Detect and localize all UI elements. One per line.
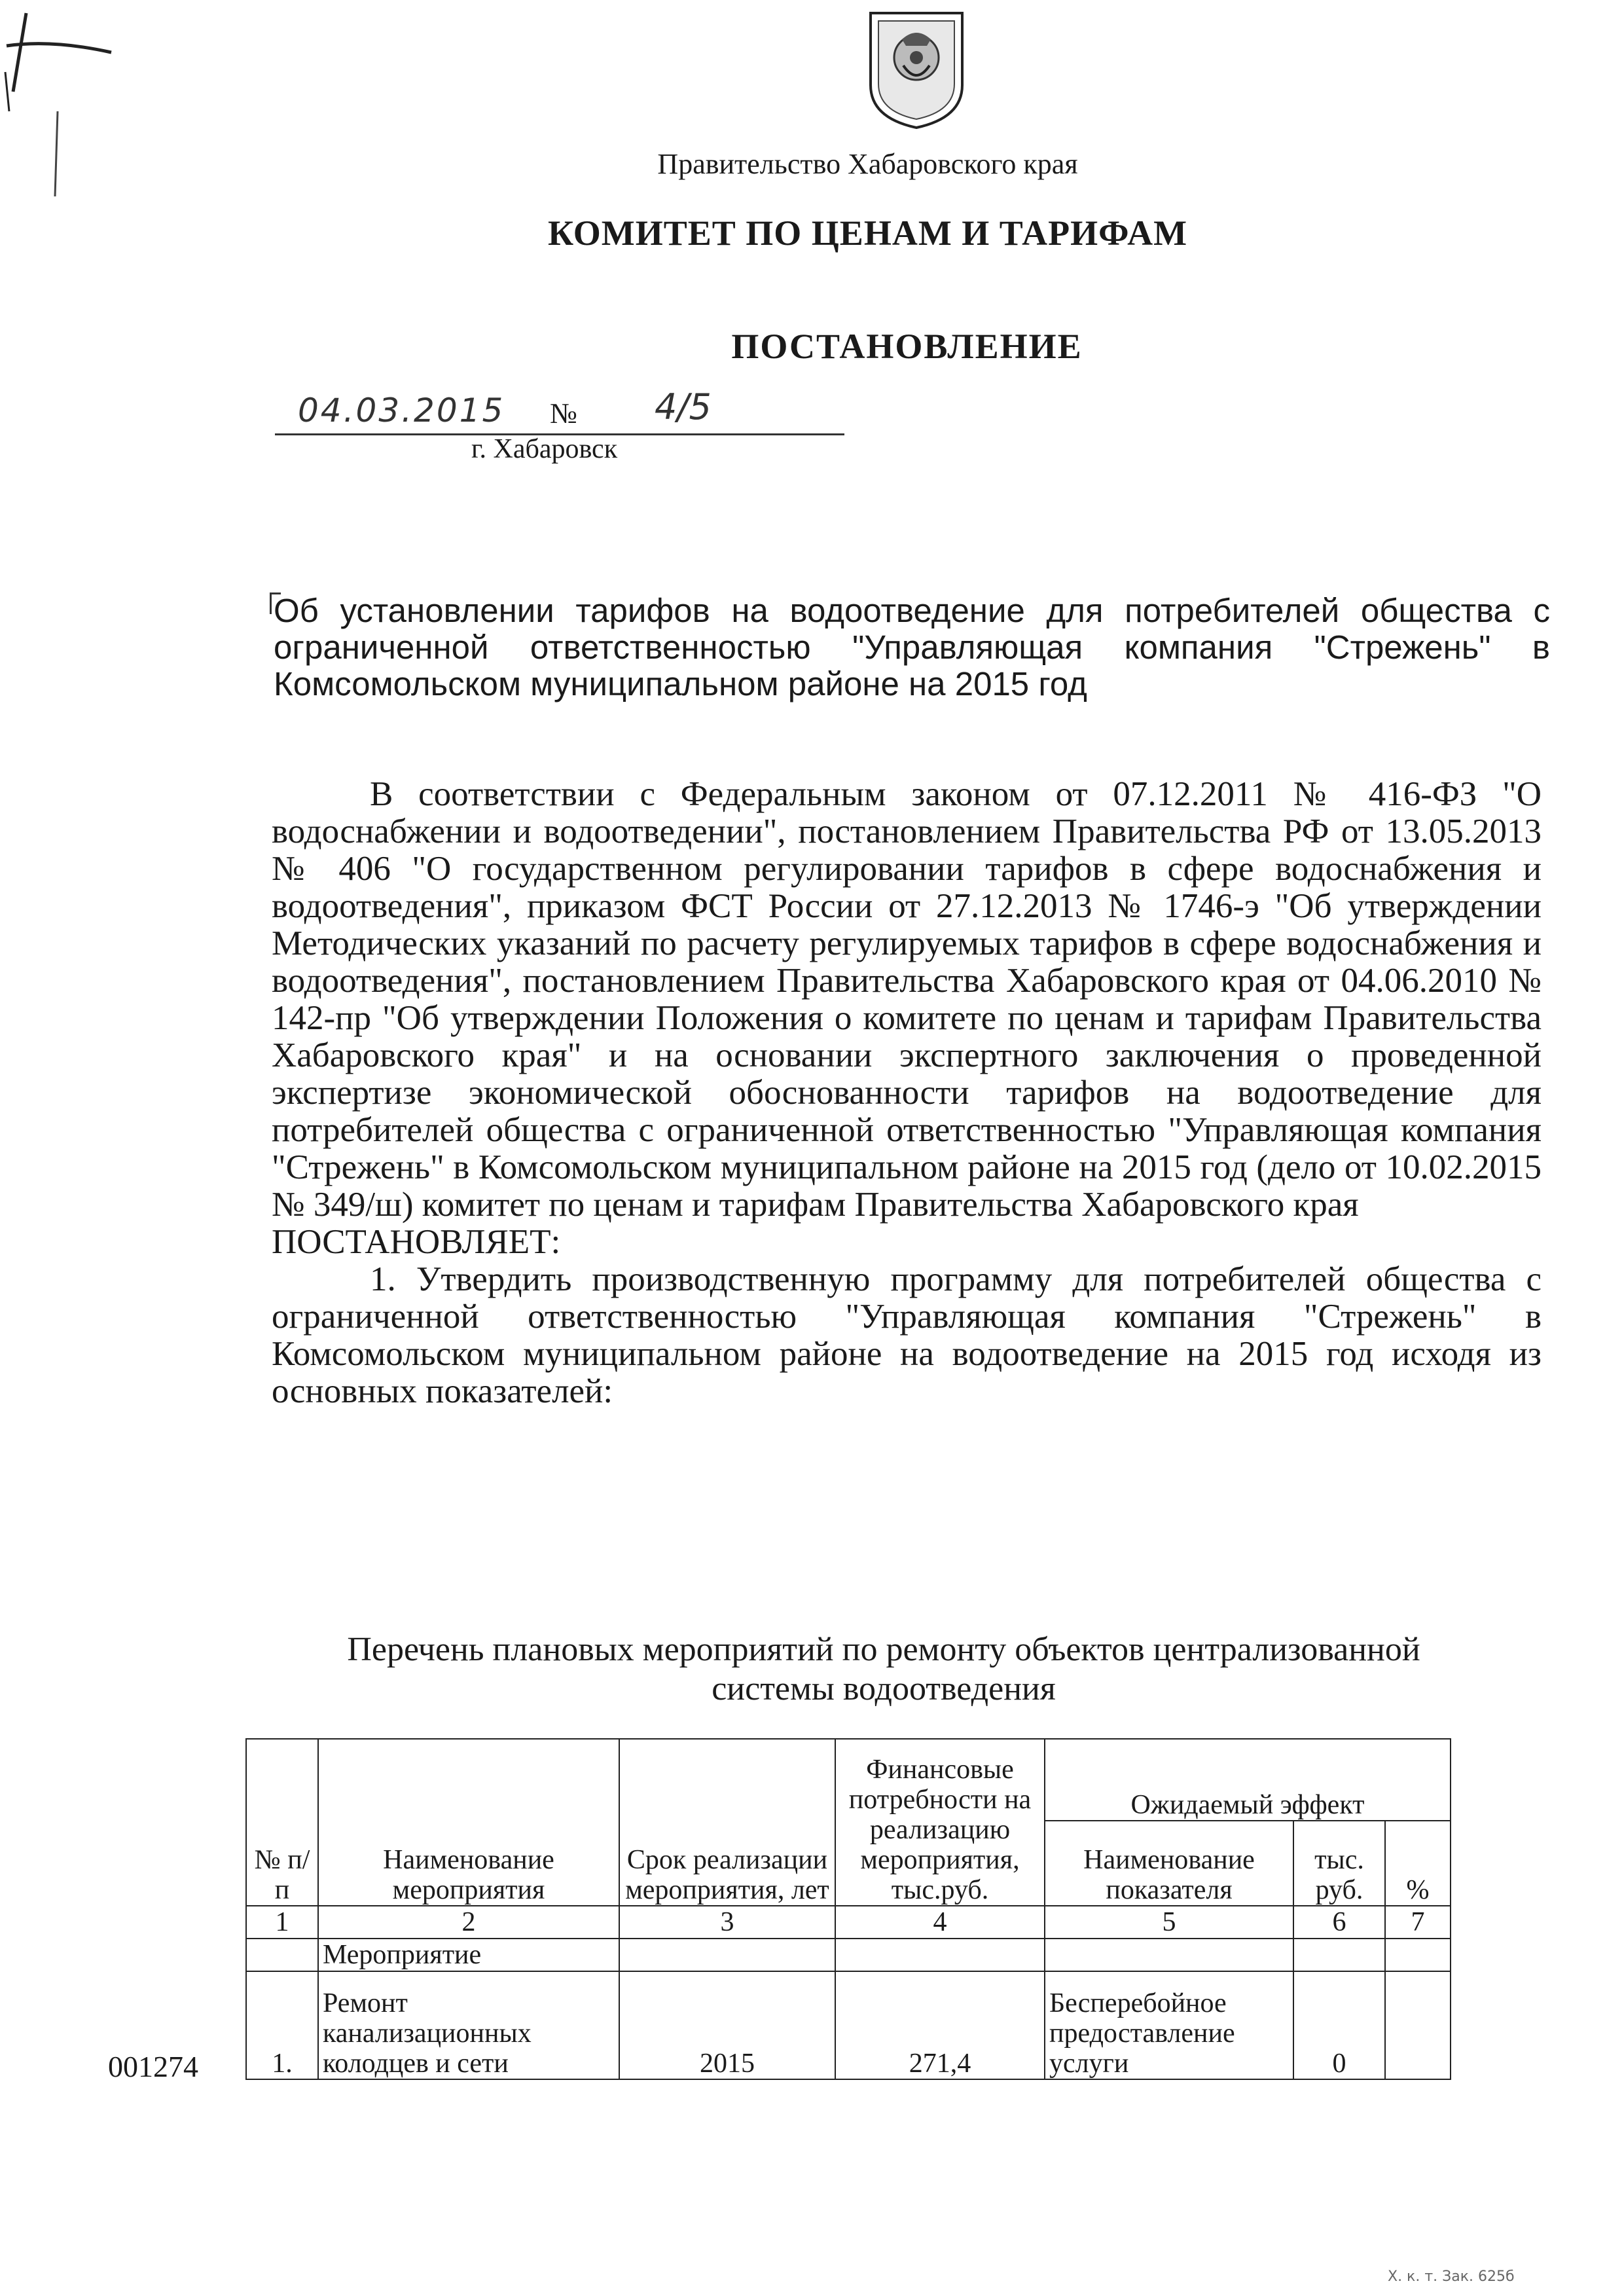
document-date: 04.03.2015 [298, 392, 505, 429]
document-type-title: ПОСТАНОВЛЕНИЕ [731, 327, 1083, 366]
committee-name: КОМИТЕТ ПО ЦЕНАМ И ТАРИФАМ [547, 213, 1188, 253]
row-term: 2015 [619, 1971, 835, 2079]
table-title-line-2: системы водоотведения [712, 1670, 1056, 1707]
row-num: 1. [246, 1971, 318, 2079]
row-thousand-rub: 0 [1293, 1971, 1385, 2079]
column-number-cell: 1 [246, 1906, 318, 1939]
column-number-cell: 3 [619, 1906, 835, 1939]
document-subject: Об установлении тарифов на водоотведение для потребителей общества с ограниченной ответственностью "Управляющая компания "Стрежень" в Комсомольском муниципальном районе на 2015 год [274, 592, 1550, 702]
header-name: Наименование мероприятия [318, 1739, 619, 1906]
row-percent [1385, 1971, 1451, 2079]
header-indicator: Наименование показателя [1045, 1821, 1293, 1906]
city-name: г. Хабаровск [471, 434, 618, 464]
government-name: Правительство Хабаровского края [657, 148, 1078, 180]
printer-footer-mark: Х. к. т. Зак. 625б [1388, 2269, 1515, 2285]
column-number-cell: 4 [835, 1906, 1045, 1939]
section-label: Мероприятие [318, 1939, 619, 1971]
column-number-cell: 5 [1045, 1906, 1293, 1939]
column-number-row [246, 1906, 1451, 1939]
measures-table [245, 1738, 1451, 2080]
item-1-paragraph: 1. Утвердить производственную программу для потребителей общества с ограниченной ответственностью "Управляющая компания "Стрежень" в Комсомольском муниципальном районе на водоотведение на 2015 год исходя из основных показателей: [272, 1260, 1542, 1410]
document-number: 4/5 [655, 386, 712, 428]
resolves-heading: ПОСТАНОВЛЯЕТ: [272, 1223, 561, 1261]
preamble-paragraph: В соответствии с Федеральным законом от 07.12.2011 № 416-ФЗ "О водоснабжении и водоотведении", постановлением Правительства РФ от 13.05.2013 № 406 "О государственном регулировании тарифов в сфере водоснабжения и водоотведения", приказом ФСТ России от 27.12.2013 № 1746-э "Об утверждении Методических указаний по расчету регулируемых тарифов в сфере водоснабжения и водоотведения", постановлением Правительства Хабаровского края от 04.06.2010 № 142-пр "Об утверждении Положения о комитете по ценам и тарифам Правительства Хабаровского края" и на основании экспертного заключения о проведенной экспертизе экономической обоснованности тарифов на водоотведение для потребителей общества с ограниченной ответственностью "Управляющая компания "Стрежень" в Комсомольском муниципальном районе на 2015 год (дело от 10.02.2015 № 349/ш) комитет по ценам и тарифам Правительства Хабаровского края [272, 775, 1542, 1224]
side-code: 001274 [108, 2050, 198, 2083]
number-label: № [550, 397, 577, 429]
section-row [246, 1939, 1451, 1971]
row-finance: 271,4 [835, 1971, 1045, 2079]
table-title-line-1: Перечень плановых мероприятий по ремонту объектов централизованной [347, 1631, 1420, 1668]
coat-of-arms-emblem [864, 7, 969, 131]
row-indicator: Бесперебойное предоставление услуги [1045, 1971, 1293, 2079]
header-num: № п/п [246, 1739, 318, 1906]
header-term: Срок реализации мероприятия, лет [619, 1739, 835, 1906]
header-thousand-rub: тыс. руб. [1293, 1821, 1385, 1906]
header-finance: Финансовые потребности на реализацию мероприятия, тыс.руб. [835, 1739, 1045, 1906]
header-effect: Ожидаемый эффект [1045, 1739, 1451, 1821]
document-body [272, 776, 1542, 1410]
row-name: Ремонт канализационных колодцев и сети [318, 1971, 619, 2079]
header-percent: % [1385, 1821, 1451, 1906]
column-number-cell: 7 [1385, 1906, 1451, 1939]
column-number-cell: 2 [318, 1906, 619, 1939]
column-number-cell: 6 [1293, 1906, 1385, 1939]
table-title [262, 1630, 1506, 1709]
table-row [246, 1971, 1451, 2079]
